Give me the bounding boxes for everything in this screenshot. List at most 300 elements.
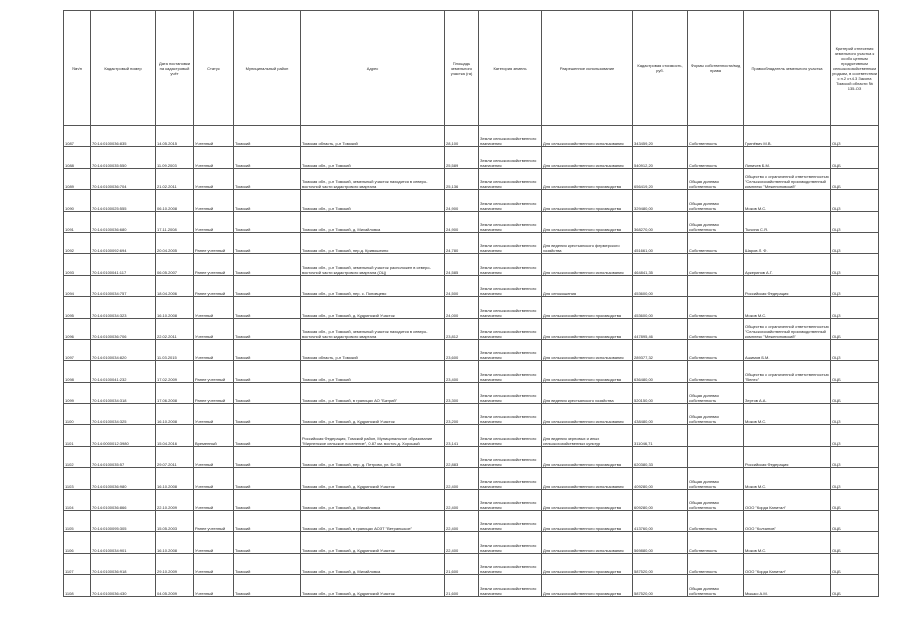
address-cell: Томская область, р-н Томский xyxy=(301,339,445,360)
criterion-cell: ОЦБ xyxy=(831,532,879,553)
right-holder-cell: Аркеринов А.Г. xyxy=(744,254,831,275)
status-cell: Учтенный xyxy=(194,339,234,360)
cadastral-number-cell: 70:14:0100041:232 xyxy=(91,361,156,382)
criterion-cell: ОЦЗ xyxy=(831,446,879,467)
registration-date-cell: 16.10.2008 xyxy=(156,532,194,553)
registration-date-cell: 20.04.2005 xyxy=(156,232,194,253)
area-cell: 24,900 xyxy=(445,190,479,211)
header-cell: Муниципальный район xyxy=(234,11,301,126)
header-cell: Адрес xyxy=(301,11,445,126)
row-number-cell: 1100 xyxy=(64,404,91,425)
registration-date-cell: 29.10.2009 xyxy=(156,553,194,574)
status-cell: Учтенный xyxy=(194,168,234,189)
ownership-form-cell: Собственность xyxy=(688,126,744,147)
land-category-cell: Земли сельскохозяйственного назначения xyxy=(479,190,542,211)
land-category-cell: Земли сельскохозяйственного назначения xyxy=(479,382,542,403)
area-cell: 23,200 xyxy=(445,404,479,425)
cadastral-value-cell: 329480,00 xyxy=(633,190,688,211)
area-cell: 21,600 xyxy=(445,553,479,574)
table-row xyxy=(64,232,879,253)
municipal-district-cell: Томский xyxy=(234,361,301,382)
criterion-cell: ОЦЗ xyxy=(831,232,879,253)
right-holder-cell: Российская Федерация xyxy=(744,275,831,296)
table-row xyxy=(64,126,879,147)
municipal-district-cell: Томский xyxy=(234,382,301,403)
municipal-district-cell: Томский xyxy=(234,254,301,275)
permitted-use-cell: Для сельскохозяйственного производства xyxy=(542,361,633,382)
land-category-cell: Земли сельскохозяйственного назначения xyxy=(479,404,542,425)
address-cell: Томская обл., р-н Томский, в границах АО "Батрий" xyxy=(301,382,445,403)
registration-date-cell: 21.02.2011 xyxy=(156,168,194,189)
table-header xyxy=(64,11,879,126)
table-row xyxy=(64,382,879,403)
land-category-cell: Земли сельскохозяйственного назначения xyxy=(479,425,542,446)
header-cell: Площадь земельного участка (га) xyxy=(445,11,479,126)
cadastral-number-cell: 70:14:0100034:820 xyxy=(91,339,156,360)
ownership-form-cell: Общая долевая собственность xyxy=(688,468,744,489)
ownership-form-cell: Общая долевая собственность xyxy=(688,382,744,403)
cadastral-value-cell: 520150,00 xyxy=(633,382,688,403)
address-cell: Томская обл., р-н Томский, пер.д. Кривошеино xyxy=(301,232,445,253)
cadastral-number-cell: 70:14:0100041:117 xyxy=(91,254,156,275)
cadastral-value-cell: 587520,00 xyxy=(633,575,688,596)
criterion-cell: ОЦБ xyxy=(831,575,879,596)
address-cell: Российская Федерация, Томский район, Муниципальное образование "Мирненское сельское поселение", 0.87 км. восточ.д. Хорошый xyxy=(301,425,445,446)
right-holder-cell: Российская Федерация xyxy=(744,446,831,467)
permitted-use-cell: Для сельскохозяйственного использования xyxy=(542,126,633,147)
criterion-cell: ОЦБ xyxy=(831,318,879,339)
cadastral-number-cell: 70:14:0100036:835 xyxy=(91,126,156,147)
row-number-cell: 1098 xyxy=(64,361,91,382)
permitted-use-cell: Для сельскохозяйственного производства xyxy=(542,553,633,574)
row-number-cell: 1103 xyxy=(64,468,91,489)
cadastral-value-cell: 656419,20 xyxy=(633,168,688,189)
status-cell: Учтенный xyxy=(194,532,234,553)
right-holder-cell: Моков М.С. xyxy=(744,532,831,553)
registration-date-cell: 16.10.2008 xyxy=(156,404,194,425)
row-number-cell: 1107 xyxy=(64,553,91,574)
ownership-form-cell: Собственность xyxy=(688,297,744,318)
status-cell: Учтенный xyxy=(194,190,234,211)
table-row xyxy=(64,339,879,360)
address-cell: Томская обл., р-н Томский, д. Михайловка xyxy=(301,211,445,232)
ownership-form-cell: Собственность xyxy=(688,232,744,253)
cadastral-number-cell: 70:14:0100036:430 xyxy=(91,575,156,596)
cadastral-value-cell: 453600,00 xyxy=(633,297,688,318)
header-row xyxy=(64,11,879,126)
row-number-cell: 1092 xyxy=(64,232,91,253)
address-cell: Томская обл., р-н Томский, д. Михайловка xyxy=(301,489,445,510)
area-cell: 22,883 xyxy=(445,446,479,467)
header-cell: №п/п xyxy=(64,11,91,126)
table-row xyxy=(64,254,879,275)
land-category-cell: Земли сельскохозяйственного назначения xyxy=(479,489,542,510)
table-row xyxy=(64,147,879,168)
table-row xyxy=(64,532,879,553)
cadastral-number-cell: 70:14:0100035:550 xyxy=(91,147,156,168)
municipal-district-cell: Томский xyxy=(234,532,301,553)
criterion-cell: ОЦЗ xyxy=(831,297,879,318)
row-number-cell: 1090 xyxy=(64,190,91,211)
ownership-form-cell: Собственность xyxy=(688,532,744,553)
permitted-use-cell: Для сельскохозяйственного производства xyxy=(542,511,633,532)
address-cell: Томская обл., р-н Томский, в границах АОЗТ "Ветраньское" xyxy=(301,511,445,532)
permitted-use-cell: Для сельскохозяйственного производства xyxy=(542,575,633,596)
registration-date-cell: 16.10.2008 xyxy=(156,297,194,318)
header-cell: Дата постановки на кадастровый учёт xyxy=(156,11,194,126)
status-cell: Учтенный xyxy=(194,553,234,574)
table-row xyxy=(64,275,879,296)
land-category-cell: Земли сельскохозяйственного назначения xyxy=(479,147,542,168)
right-holder-cell: Общество с ограниченной ответственностью "Сельскохозяйственный производственный комплекс "Межениновский" xyxy=(744,168,831,189)
header-cell: Статус xyxy=(194,11,234,126)
registration-date-cell: 17.11.2008 xyxy=(156,211,194,232)
row-number-cell: 1104 xyxy=(64,489,91,510)
row-number-cell: 1101 xyxy=(64,425,91,446)
ownership-form-cell: Общая долевая собственность xyxy=(688,575,744,596)
cadastral-number-cell: 70:14:0100036:866 xyxy=(91,489,156,510)
area-cell: 22,400 xyxy=(445,511,479,532)
cadastral-value-cell: 413760,00 xyxy=(633,511,688,532)
registration-date-cell: 06.10.2008 xyxy=(156,190,194,211)
ownership-form-cell: Собственность xyxy=(688,147,744,168)
right-holder-cell: Общество с ограниченной ответственностью "Сельскохозяйственный производственный комплекс "Межениновский" xyxy=(744,318,831,339)
registration-date-cell: 22.02.2011 xyxy=(156,318,194,339)
address-cell: Томская обл., р-н Томский, пер. с. Поповцево xyxy=(301,275,445,296)
cadastral-number-cell: 70:14:0100034:901 xyxy=(91,532,156,553)
right-holder-cell: Моков М.С. xyxy=(744,297,831,318)
cadastral-number-cell: 70:14:0100092:694 xyxy=(91,232,156,253)
status-cell: Учтенный xyxy=(194,404,234,425)
land-category-cell: Земли сельскохозяйственного назначения xyxy=(479,297,542,318)
cadastral-number-cell: 70:14:0100036:980 xyxy=(91,468,156,489)
municipal-district-cell: Томский xyxy=(234,425,301,446)
area-cell: 25,136 xyxy=(445,168,479,189)
status-cell: Учтенный xyxy=(194,297,234,318)
area-cell: 23,400 xyxy=(445,361,479,382)
permitted-use-cell: Для сельскохозяйственного использования xyxy=(542,254,633,275)
ownership-form-cell: Собственность xyxy=(688,361,744,382)
municipal-district-cell: Томский xyxy=(234,489,301,510)
registration-date-cell: 04.05.2009 xyxy=(156,575,194,596)
header-cell: Разрешенное использование xyxy=(542,11,633,126)
area-cell: 25,589 xyxy=(445,147,479,168)
permitted-use-cell: Для сельскохозяйственного производства xyxy=(542,297,633,318)
area-cell: 23,141 xyxy=(445,425,479,446)
municipal-district-cell: Томский xyxy=(234,297,301,318)
criterion-cell: ОЦЗ xyxy=(831,254,879,275)
ownership-form-cell: Собственность xyxy=(688,339,744,360)
cadastral-value-cell: 451661,00 xyxy=(633,232,688,253)
row-number-cell: 1105 xyxy=(64,511,91,532)
table-row xyxy=(64,297,879,318)
table-row xyxy=(64,211,879,232)
address-cell: Томская обл., р-н Томский, д. Кудринский Участок xyxy=(301,468,445,489)
land-category-cell: Земли сельскохозяйственного назначения xyxy=(479,468,542,489)
header-cell: Правообладатель земельного участка xyxy=(744,11,831,126)
permitted-use-cell: Для сельскохозяйственного производства xyxy=(542,489,633,510)
cadastral-value-cell: 447895,46 xyxy=(633,318,688,339)
row-number-cell: 1096 xyxy=(64,318,91,339)
registration-date-cell: 17.02.2009 xyxy=(156,361,194,382)
cadastral-value-cell: 311046,71 xyxy=(633,425,688,446)
municipal-district-cell: Томский xyxy=(234,168,301,189)
permitted-use-cell: Для сенокошения xyxy=(542,275,633,296)
address-cell: Томская обл., р-н Томский, земельный участок находится в северо-восточной части кадастрового квартала xyxy=(301,318,445,339)
address-cell: Томская обл., р-н Томский, д. Кудринский Участок xyxy=(301,404,445,425)
right-holder-cell: Тычина С.Я. xyxy=(744,211,831,232)
registration-date-cell: 22.10.2009 xyxy=(156,489,194,510)
address-cell: Томская обл., р-н Томский, д. Кудринский Участок xyxy=(301,575,445,596)
address-cell: Томская обл., р-н Томский, земельный участок находится в северо-восточной части кадастрового квартала xyxy=(301,168,445,189)
cadastral-value-cell: 343459,20 xyxy=(633,126,688,147)
area-cell: 21,600 xyxy=(445,575,479,596)
right-holder-cell xyxy=(744,425,831,446)
ownership-form-cell: Общая долевая собственность xyxy=(688,211,744,232)
land-category-cell: Земли сельскохозяйственного назначения xyxy=(479,575,542,596)
municipal-district-cell: Томский xyxy=(234,190,301,211)
status-cell: Ранее учтенный xyxy=(194,254,234,275)
registration-date-cell: 15.04.2016 xyxy=(156,425,194,446)
row-number-cell: 1088 xyxy=(64,147,91,168)
municipal-district-cell: Томский xyxy=(234,147,301,168)
municipal-district-cell: Томский xyxy=(234,232,301,253)
municipal-district-cell: Томский xyxy=(234,468,301,489)
ownership-form-cell: Собственность xyxy=(688,318,744,339)
status-cell: Ранее учтенный xyxy=(194,232,234,253)
right-holder-cell: Мышко А.М. xyxy=(744,575,831,596)
permitted-use-cell: Для ведения крестьянского фермерского хозяйства xyxy=(542,232,633,253)
municipal-district-cell: Томский xyxy=(234,339,301,360)
cadastral-number-cell: 70:14:0100035:57 xyxy=(91,446,156,467)
land-category-cell: Земли сельскохозяйственного назначения xyxy=(479,318,542,339)
land-category-cell: Земли сельскохозяйственного назначения xyxy=(479,339,542,360)
status-cell: Временный xyxy=(194,425,234,446)
table-row xyxy=(64,511,879,532)
ownership-form-cell: Общая долевая собственность xyxy=(688,404,744,425)
status-cell: Учтенный xyxy=(194,575,234,596)
right-holder-cell: ООО "Колчинов" xyxy=(744,511,831,532)
permitted-use-cell: Для сельскохозяйственного использования xyxy=(542,404,633,425)
right-holder-cell: Ашимов Б.М. xyxy=(744,339,831,360)
area-cell: 24,900 xyxy=(445,211,479,232)
table-row xyxy=(64,168,879,189)
row-number-cell: 1091 xyxy=(64,211,91,232)
municipal-district-cell: Томский xyxy=(234,404,301,425)
row-number-cell: 1102 xyxy=(64,446,91,467)
criterion-cell: ОЦЗ xyxy=(831,425,879,446)
cadastral-number-cell: 70:14:0100034:757 xyxy=(91,275,156,296)
registration-date-cell: 16.10.2008 xyxy=(156,468,194,489)
land-category-cell: Земли сельскохозяйственного назначения xyxy=(479,511,542,532)
area-cell: 24,780 xyxy=(445,232,479,253)
row-number-cell: 1093 xyxy=(64,254,91,275)
header-cell: Критерий отнесения земельного участка к особо ценным продуктивным сельскохозяйственным угодьям, в соответствии с п.2 ст.4.3 Закона Томской области № 135-ОЗ xyxy=(831,11,879,126)
right-holder-cell: Общество с ограниченной ответственностью "Велес" xyxy=(744,361,831,382)
area-cell: 23,600 xyxy=(445,339,479,360)
municipal-district-cell: Томский xyxy=(234,318,301,339)
row-number-cell: 1094 xyxy=(64,275,91,296)
ownership-form-cell: Общая долевая собственность xyxy=(688,489,744,510)
status-cell: Учтенный xyxy=(194,318,234,339)
area-cell: 24,500 xyxy=(445,275,479,296)
header-cell: Формы собственности/вид права xyxy=(688,11,744,126)
municipal-district-cell: Томский xyxy=(234,511,301,532)
status-cell: Учтенный xyxy=(194,211,234,232)
land-category-cell: Земли сельскохозяйственного назначения xyxy=(479,553,542,574)
area-cell: 24,585 xyxy=(445,254,479,275)
registration-date-cell: 18.04.2006 xyxy=(156,275,194,296)
cadastral-number-cell: 70:14:0100034:323 xyxy=(91,297,156,318)
cadastral-value-cell: 636480,00 xyxy=(633,361,688,382)
criterion-cell: ОЦБ xyxy=(831,553,879,574)
registration-date-cell: 11.03.2015 xyxy=(156,339,194,360)
status-cell: Ранее учтенный xyxy=(194,361,234,382)
ownership-form-cell: Собственность xyxy=(688,553,744,574)
header-cell: Кадастровый номер xyxy=(91,11,156,126)
land-category-cell: Земли сельскохозяйственного назначения xyxy=(479,532,542,553)
header-cell: Категория земель xyxy=(479,11,542,126)
registration-date-cell: 15.05.2003 xyxy=(156,511,194,532)
cadastral-value-cell: 609280,00 xyxy=(633,489,688,510)
address-cell: Томская обл., р-н Томский xyxy=(301,190,445,211)
cadastral-number-cell: 70:14:0100025:555 xyxy=(91,190,156,211)
status-cell: Ранее учтенный xyxy=(194,275,234,296)
right-holder-cell: Липичев Б.М. xyxy=(744,147,831,168)
table-row xyxy=(64,489,879,510)
area-cell: 22,400 xyxy=(445,468,479,489)
table-row xyxy=(64,446,879,467)
right-holder-cell: Моков М.С. xyxy=(744,190,831,211)
right-holder-cell: ООО "Корда Капитал" xyxy=(744,553,831,574)
row-number-cell: 1108 xyxy=(64,575,91,596)
cadastral-number-cell: 70:14:0100095:305 xyxy=(91,511,156,532)
permitted-use-cell: Для сельскохозяйственного производства xyxy=(542,211,633,232)
status-cell: Учтенный xyxy=(194,489,234,510)
registration-date-cell: 29.07.2011 xyxy=(156,446,194,467)
status-cell: Учтенный xyxy=(194,446,234,467)
cadastral-value-cell: 620380,33 xyxy=(633,446,688,467)
criterion-cell: ОЦЗ xyxy=(831,339,879,360)
land-category-cell: Земли сельскохозяйственного назначения xyxy=(479,232,542,253)
land-category-cell: Земли сельскохозяйственного назначения xyxy=(479,254,542,275)
land-category-cell: Земли сельскохозяйственного назначения xyxy=(479,211,542,232)
table-row xyxy=(64,425,879,446)
address-cell: Томская обл., р-н Томский, д. Кудринский Участок xyxy=(301,297,445,318)
right-holder-cell: Зертов А.А. xyxy=(744,382,831,403)
cadastral-number-cell: 70:14:0100034:318 xyxy=(91,382,156,403)
permitted-use-cell: Для сельскохозяйственного использования xyxy=(542,147,633,168)
criterion-cell: ОЦЗ xyxy=(831,190,879,211)
address-cell: Томская обл., р-н Томский xyxy=(301,361,445,382)
ownership-form-cell: Общая долевая собственность xyxy=(688,190,744,211)
ownership-form-cell xyxy=(688,275,744,296)
table-body xyxy=(64,126,879,597)
cadastral-number-cell: 70:14:0100036:918 xyxy=(91,553,156,574)
land-category-cell: Земли сельскохозяйственного назначения xyxy=(479,446,542,467)
permitted-use-cell: Для сельскохозяйственного производства xyxy=(542,446,633,467)
criterion-cell: ОЦЗ xyxy=(831,211,879,232)
permitted-use-cell: Для сельскохозяйственного использования xyxy=(542,468,633,489)
land-register-table xyxy=(63,10,879,597)
row-number-cell: 1089 xyxy=(64,168,91,189)
cadastral-number-cell: 70:14:0100036:706 xyxy=(91,318,156,339)
row-number-cell: 1097 xyxy=(64,339,91,360)
address-cell: Томская обл., р-н Томский, земельный участок расположен в северо-восточной части кадастрового квартала (ОЦ) xyxy=(301,254,445,275)
area-cell: 24,000 xyxy=(445,297,479,318)
criterion-cell: ОЦЗ xyxy=(831,126,879,147)
table-row xyxy=(64,575,879,596)
address-cell: Томская обл., р-н Томский, пер. д. Петрово, ул. Бл 35 xyxy=(301,446,445,467)
address-cell: Томская обл., р-н Томский, д. Кудринский Участок xyxy=(301,532,445,553)
cadastral-number-cell: 70:14:0100036:680 xyxy=(91,211,156,232)
table-row xyxy=(64,468,879,489)
right-holder-cell: Моков М.С. xyxy=(744,468,831,489)
table-row xyxy=(64,318,879,339)
table-row xyxy=(64,553,879,574)
municipal-district-cell: Томский xyxy=(234,575,301,596)
cadastral-value-cell: 464841,35 xyxy=(633,254,688,275)
criterion-cell: ОЦБ xyxy=(831,361,879,382)
cadastral-value-cell: 587520,00 xyxy=(633,553,688,574)
right-holder-cell: ООО "Корда Капитал" xyxy=(744,489,831,510)
criterion-cell: ОЦЗ xyxy=(831,468,879,489)
header-cell: Кадастровая стоимость, руб. xyxy=(633,11,688,126)
land-category-cell: Земли сельскохозяйственного назначения xyxy=(479,275,542,296)
cadastral-value-cell: 438480,00 xyxy=(633,404,688,425)
ownership-form-cell xyxy=(688,425,744,446)
cadastral-number-cell: 70:14:0100036:704 xyxy=(91,168,156,189)
area-cell: 23,300 xyxy=(445,382,479,403)
table-row xyxy=(64,404,879,425)
municipal-district-cell: Томский xyxy=(234,275,301,296)
row-number-cell: 1095 xyxy=(64,297,91,318)
land-category-cell: Земли сельскохозяйственного назначения xyxy=(479,126,542,147)
permitted-use-cell: Для ведения зерновых и иных сельскохозяйственных культур xyxy=(542,425,633,446)
table-row xyxy=(64,361,879,382)
registration-date-cell: 17.06.2008 xyxy=(156,382,194,403)
criterion-cell: ОЦБ xyxy=(831,511,879,532)
status-cell: Учтенный xyxy=(194,468,234,489)
permitted-use-cell: Для сельскохозяйственного производства xyxy=(542,190,633,211)
status-cell: Ранее учтенный xyxy=(194,511,234,532)
municipal-district-cell: Томский xyxy=(234,126,301,147)
area-cell: 22,400 xyxy=(445,532,479,553)
cadastral-value-cell: 289377,32 xyxy=(633,339,688,360)
criterion-cell: ОЦБ xyxy=(831,147,879,168)
registration-date-cell: 14.05.2015 xyxy=(156,126,194,147)
ownership-form-cell xyxy=(688,446,744,467)
criterion-cell: ОЦБ xyxy=(831,489,879,510)
address-cell: Томская обл., р-н Томский xyxy=(301,147,445,168)
area-cell: 23,812 xyxy=(445,318,479,339)
ownership-form-cell: Собственность xyxy=(688,254,744,275)
criterion-cell: ОЦЗ xyxy=(831,404,879,425)
right-holder-cell: Моков М.С. xyxy=(744,404,831,425)
land-category-cell: Земли сельскохозяйственного назначения xyxy=(479,168,542,189)
cadastral-number-cell: 70:14:0000012:3980 xyxy=(91,425,156,446)
table-row xyxy=(64,190,879,211)
cadastral-value-cell: 540912,20 xyxy=(633,147,688,168)
cadastral-value-cell: 409280,00 xyxy=(633,468,688,489)
permitted-use-cell: Для сельскохозяйственного использования xyxy=(542,532,633,553)
right-holder-cell: Шаров Л. Ф. xyxy=(744,232,831,253)
status-cell: Ранее учтенный xyxy=(194,382,234,403)
cadastral-value-cell: 368270,00 xyxy=(633,211,688,232)
right-holder-cell: Гринёвич М.В. xyxy=(744,126,831,147)
cadastral-value-cell: 453600,00 xyxy=(633,275,688,296)
area-cell: 28,100 xyxy=(445,126,479,147)
